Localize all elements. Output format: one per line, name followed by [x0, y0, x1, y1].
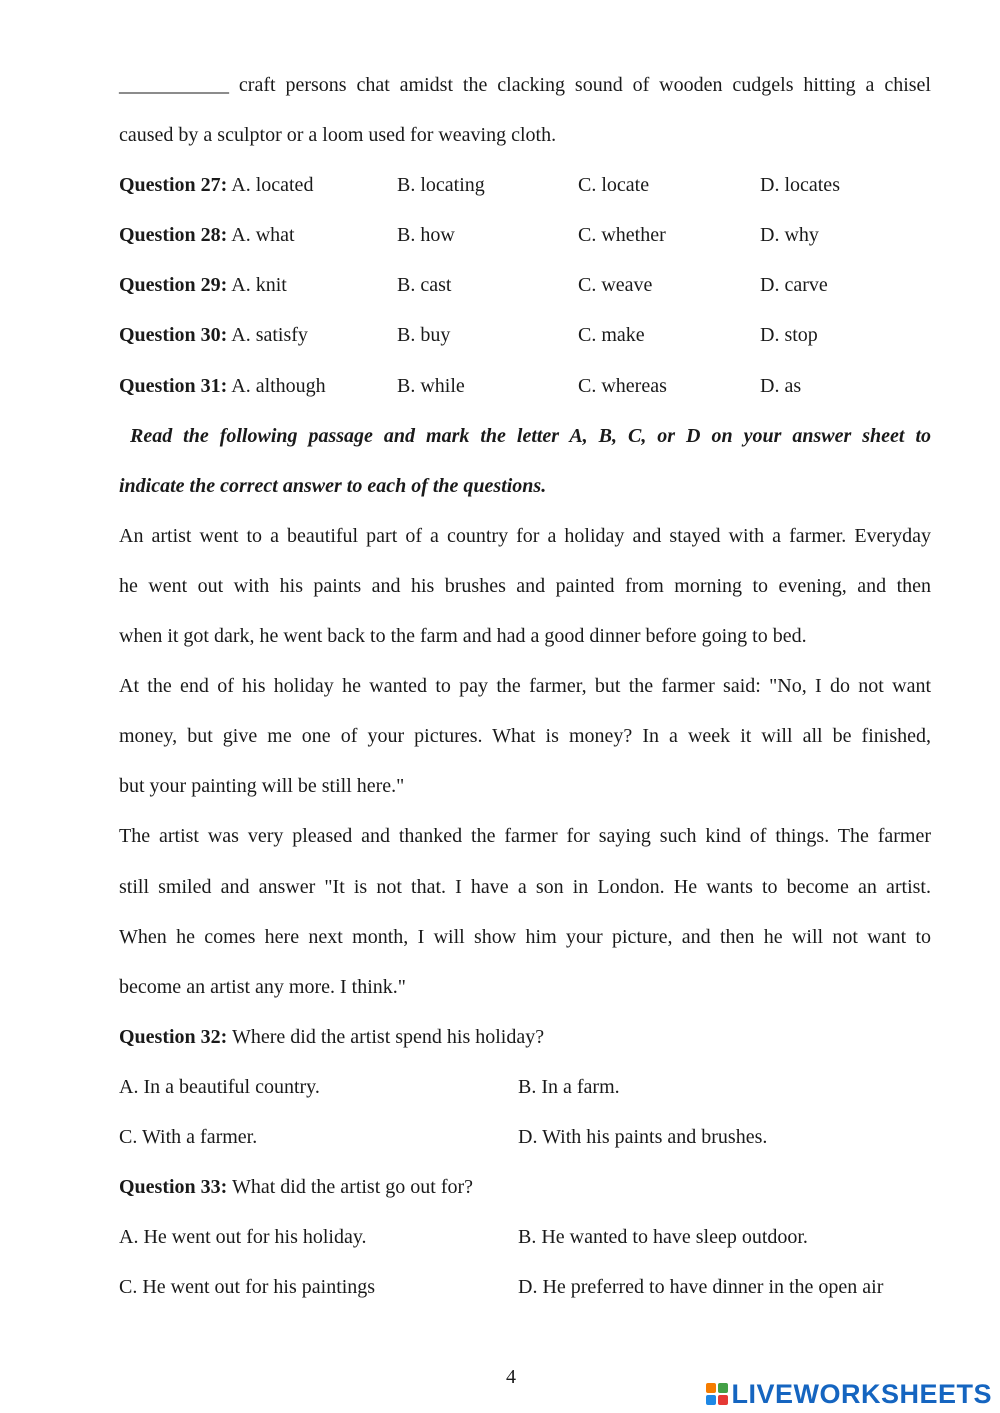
question-label: Question 30:: [119, 324, 228, 347]
watermark-text: LIVEWORKSHEETS: [731, 1378, 992, 1409]
question-27-option-a[interactable]: [119, 160, 313, 210]
worksheet-page: [119, 60, 931, 1312]
question-31-option-a[interactable]: [119, 361, 326, 411]
page-number: 4: [506, 1366, 516, 1388]
question-label: Question 28:: [119, 224, 228, 247]
question-text: What did the artist go out for?: [227, 1176, 474, 1199]
question-label: Question 32:: [119, 1025, 228, 1048]
option-text: A. although: [231, 374, 326, 397]
question-31-row: [119, 361, 931, 411]
question-31-option-c[interactable]: C. whereas: [578, 374, 667, 397]
passage-end-line-2: caused by a sculptor or a loom used for weaving cloth.: [119, 124, 557, 147]
question-33-option-c[interactable]: C. He went out for his paintings: [119, 1276, 376, 1299]
passage-p3-line-3: When he comes here next month, I will show him your picture, and then he will not want to: [119, 925, 931, 948]
question-text: Where did the artist spend his holiday?: [227, 1025, 545, 1048]
passage-p2-line-2: money, but give me one of your pictures. What is money? In a week it will all be finished,: [119, 725, 931, 748]
option-text: A. satisfy: [231, 324, 308, 347]
question-27-row: [119, 160, 931, 210]
passage-p3-line-2: still smiled and answer "It is not that. I have a son in London. He wants to become an artist.: [119, 875, 931, 898]
question-27-option-c[interactable]: C. locate: [578, 174, 650, 197]
question-label: Question 31:: [119, 374, 228, 397]
question-27-option-d[interactable]: D. locates: [760, 174, 840, 197]
option-text: A. knit: [231, 274, 287, 297]
question-30-row: [119, 310, 931, 360]
question-label: Question 29:: [119, 274, 228, 297]
question-29-option-b[interactable]: B. cast: [397, 274, 452, 297]
passage-p1-line-1: An artist went to a beautiful part of a country for a holiday and stayed with a farmer. Everyday: [119, 524, 931, 547]
question-32-options-row-1: [119, 1062, 931, 1112]
question-28-option-d[interactable]: D. why: [760, 224, 819, 247]
question-33-option-d[interactable]: D. He preferred to have dinner in the open air: [518, 1276, 884, 1299]
question-29-option-a[interactable]: [119, 260, 287, 310]
question-32-option-d[interactable]: D. With his paints and brushes.: [518, 1125, 768, 1148]
instructions-line-1: Read the following passage and mark the letter A, B, C, or D on your answer sheet to: [119, 424, 931, 447]
question-31-option-b[interactable]: B. while: [397, 374, 465, 397]
question-30-option-a[interactable]: [119, 310, 308, 360]
question-28-row: [119, 210, 931, 260]
option-text: A. located: [231, 174, 314, 197]
question-33-options-row-2: [119, 1262, 931, 1312]
question-28-option-b[interactable]: B. how: [397, 224, 455, 247]
passage-end-line-1: ___________ craft persons chat amidst the clacking sound of wooden cudgels hitting a chisel: [119, 74, 931, 96]
question-30-option-b[interactable]: B. buy: [397, 324, 451, 347]
liveworksheets-logo-icon: [705, 1381, 729, 1407]
question-29-option-d[interactable]: D. carve: [760, 274, 828, 297]
question-33-option-b[interactable]: B. He wanted to have sleep outdoor.: [518, 1226, 808, 1249]
passage-p2-line-3: but your painting will be still here.": [119, 775, 405, 798]
question-32-option-a[interactable]: A. In a beautiful country.: [119, 1075, 320, 1098]
question-33-options-row-1: [119, 1212, 931, 1262]
liveworksheets-watermark: [705, 1376, 992, 1412]
option-text: A. what: [231, 224, 295, 247]
question-27-option-b[interactable]: B. locating: [397, 174, 485, 197]
passage-p3-line-1: The artist was very pleased and thanked the farmer for saying such kind of things. The farmer: [119, 825, 931, 848]
question-32-option-c[interactable]: C. With a farmer.: [119, 1125, 258, 1148]
passage-p1-line-3: when it got dark, he went back to the farm and had a good dinner before going to bed.: [119, 625, 807, 648]
question-29-row: [119, 260, 931, 310]
passage-p2-line-1: At the end of his holiday he wanted to pay the farmer, but the farmer said: "No, I do not want: [119, 675, 931, 698]
question-28-option-a[interactable]: [119, 210, 295, 260]
question-label: Question 27:: [119, 174, 228, 197]
question-33-option-a[interactable]: A. He went out for his holiday.: [119, 1226, 367, 1249]
instructions-line-2: indicate the correct answer to each of the questions.: [119, 474, 547, 497]
question-32-stem: [119, 1012, 931, 1062]
question-32-option-b[interactable]: B. In a farm.: [518, 1075, 620, 1098]
question-33-stem: [119, 1162, 931, 1212]
question-label: Question 33:: [119, 1176, 228, 1199]
question-28-option-c[interactable]: C. whether: [578, 224, 666, 247]
question-29-option-c[interactable]: C. weave: [578, 274, 653, 297]
question-32-options-row-2: [119, 1112, 931, 1162]
question-30-option-d[interactable]: D. stop: [760, 324, 818, 347]
passage-p1-line-2: he went out with his paints and his brushes and painted from morning to evening, and then: [119, 574, 931, 597]
question-31-option-d[interactable]: D. as: [760, 374, 802, 397]
passage-p3-line-4: become an artist any more. I think.": [119, 975, 406, 998]
question-30-option-c[interactable]: C. make: [578, 324, 645, 347]
